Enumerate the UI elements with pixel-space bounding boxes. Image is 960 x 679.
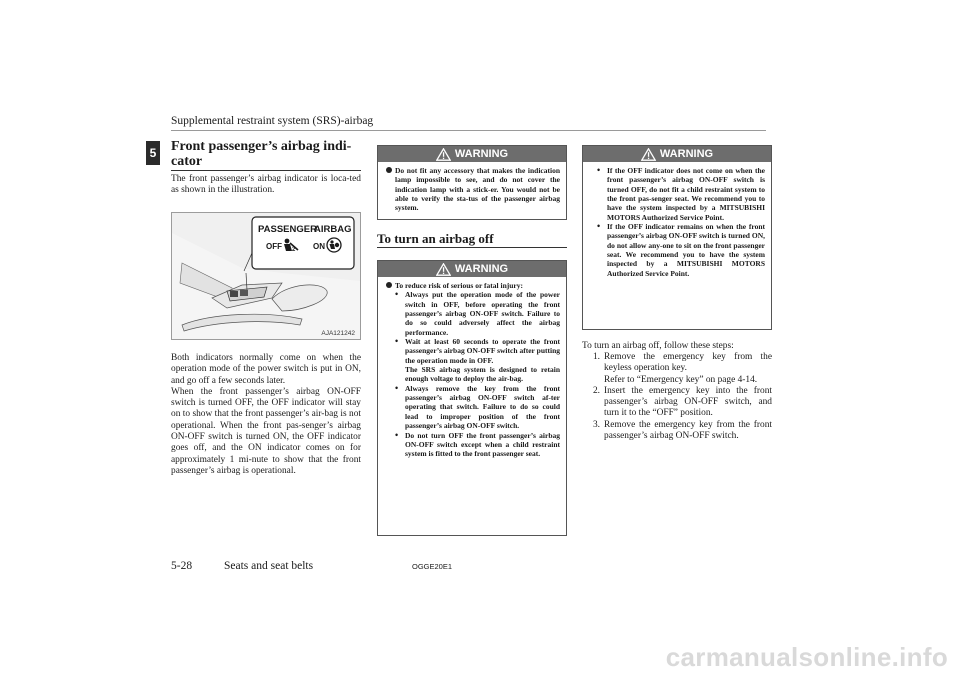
warning-box-risk xyxy=(377,260,567,536)
warning-label: WARNING xyxy=(454,148,509,160)
warning-subitem: Always remove the key from the front passenger’s airbag ON-OFF switch af-ter operating that switch. Failure to do so could lead to improper position of the front passenger’s airbag ON-OFF switch. xyxy=(405,383,560,431)
watermark: carmanualsonline.info xyxy=(665,642,948,672)
bullet-dot-icon: • xyxy=(597,165,601,175)
header-rule xyxy=(171,130,766,131)
step-item xyxy=(582,420,772,443)
intro-paragraph: The front passenger’s airbag indicator is loca-ted as shown in the illustration. xyxy=(171,174,361,196)
footer-section-name: Seats and seat belts xyxy=(224,560,314,572)
step-item xyxy=(582,386,772,420)
title-rule xyxy=(171,170,361,171)
section-title: Front passenger’s airbag indi-cator xyxy=(171,139,352,169)
step-text: Insert the emergency key into the front passenger’s airbag ON-OFF switch, and turn it to the “OFF” position. xyxy=(604,385,772,419)
step-number: 1. xyxy=(592,352,600,362)
bullet-dot-icon: • xyxy=(597,221,601,232)
step-item xyxy=(582,352,772,386)
warning-triangle-icon xyxy=(641,148,656,161)
page-number: 5-28 xyxy=(171,560,193,572)
warning-box-indicator xyxy=(377,145,567,220)
label-on: ON xyxy=(313,242,325,251)
warning-triangle-icon xyxy=(436,148,451,161)
bullet-dot-icon: • xyxy=(395,429,399,440)
warning-lead: To reduce risk of serious or fatal injury: xyxy=(395,281,523,290)
warning-item: Do not fit any accessory that makes the indication lamp impossible to see, and do not cover the indication lamp with a stick-er. You would not be able to verify the sta-tus of the passenger airbag system. xyxy=(395,166,560,213)
warning-triangle-icon xyxy=(436,263,451,276)
running-header: Supplemental restraint system (SRS)-airbag xyxy=(171,115,374,127)
steps-intro: To turn an airbag off, follow these steps: xyxy=(582,341,734,351)
bullet-dot-icon: • xyxy=(395,382,399,393)
label-off: OFF xyxy=(266,242,282,251)
warning-header xyxy=(583,146,771,162)
svg-text:2: 2 xyxy=(292,247,296,253)
warning-label: WARNING xyxy=(454,263,509,275)
document-code: OGGE20E1 xyxy=(412,562,453,571)
label-passenger: PASSENGER xyxy=(258,224,317,235)
bullet-icon xyxy=(386,167,392,173)
indicator-illustration xyxy=(171,212,361,340)
description-paragraph: Both indicators normally come on when the operation mode of the power switch is put in ON, and go off a few seconds later. When the front passenger’s airbag ON-OFF switch is turned OFF, the OFF indicator will stay on to show that the front passenger’s air-bag is not operational. When the front pas-senger’s airbag ON-OFF switch is turned ON, the OFF indicator goes off, and the ON indicator comes on for approximately 1 mi-nute to show that the front passenger’s airbag is operational. xyxy=(171,353,361,476)
warning-label: WARNING xyxy=(659,148,714,160)
warning-subitem: Do not turn OFF the front passenger’s airbag ON-OFF switch except when a child restraint system is fitted to the front passenger seat. xyxy=(405,430,560,459)
bullet-dot-icon: • xyxy=(395,336,399,347)
warning-subitem: Always put the operation mode of the power switch in OFF, before operating the front passenger’s airbag ON-OFF switch. Failure to do so could adversely affect the airbag performance. xyxy=(405,290,560,337)
steps-list xyxy=(582,352,772,442)
step-text: Remove the emergency key from the front passenger’s airbag ON-OFF switch. xyxy=(604,419,772,442)
step-text: Remove the emergency key from the keyless operation key. Refer to “Emergency key” on page 4-14. xyxy=(604,352,772,385)
bullet-dot-icon: • xyxy=(395,289,399,300)
bullet-icon xyxy=(386,282,392,288)
warning-subitem: If the OFF indicator does not come on when the front passenger’s airbag ON-OFF switch is turned OFF, do not fit a child restraint system to the front pas-senger seat. We recommend you to have the system inspected by a MITSUBISHI MOTORS Authorized Service Point. xyxy=(607,166,765,222)
label-airbag: AIRBAG xyxy=(314,224,352,235)
subheading-rule xyxy=(377,247,567,248)
subheading-turn-off: To turn an airbag off xyxy=(377,231,494,246)
figure-code: AJA121242 xyxy=(321,330,355,337)
warning-box-indicator-check xyxy=(582,145,772,330)
chapter-tab: 5 xyxy=(146,141,160,165)
warning-header xyxy=(378,146,566,162)
warning-subitem: Wait at least 60 seconds to operate the front passenger’s airbag ON-OFF switch after putting the operation mode in OFF. The SRS airbag system is designed to retain enough voltage to deploy the air-bag. xyxy=(405,337,560,384)
step-number: 3. xyxy=(592,419,600,430)
warning-subitem: If the OFF indicator remains on when the front passenger’s airbag ON-OFF switch is turned ON, do not allow any-one to sit on the front passenger seat. We recommend you to have the system inspected by a MITSUBISHI MOTORS Authorized Service Point. xyxy=(607,222,765,278)
step-number: 2. xyxy=(592,385,600,396)
warning-header xyxy=(378,261,566,277)
